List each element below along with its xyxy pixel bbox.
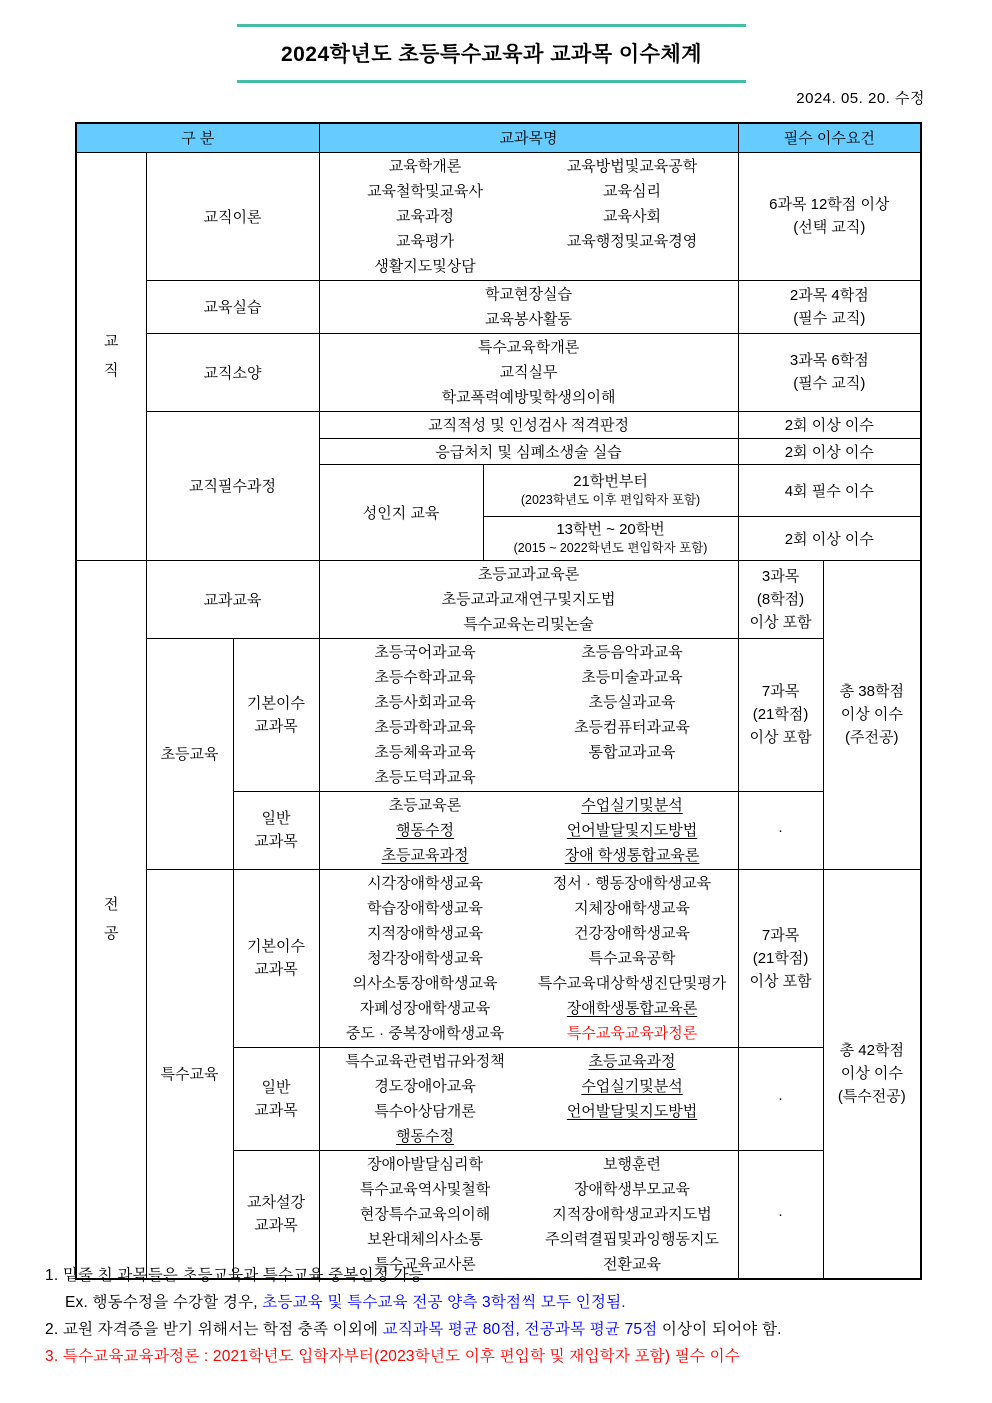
course-item: 초등수학과교육 xyxy=(374,668,476,686)
course-item: 통합교과교육 xyxy=(588,743,676,761)
label-line: 교과목 xyxy=(254,717,298,735)
requirement-line: 3과목 6학점 xyxy=(789,352,869,369)
course-item: 수업실기및분석 xyxy=(581,796,683,814)
course-item: 정서 · 행동장애학생교육 xyxy=(552,874,712,892)
label-line: 교차설강 xyxy=(247,1194,305,1211)
cell-gender-edu-label: 성인지 교육 xyxy=(319,464,483,560)
course-item: 초등체육과교육 xyxy=(374,743,476,761)
cell-elementary-general-req: · xyxy=(738,791,823,869)
course-item: 초등교육과정 xyxy=(381,846,469,864)
cell-gyogwa-courses xyxy=(319,560,738,638)
course-item: 지적장애학생교육 xyxy=(367,924,483,942)
course-item: 지체장애학생교육 xyxy=(574,899,690,917)
row-label-general xyxy=(233,1047,319,1150)
cell-elementary-general-courses xyxy=(319,791,738,869)
course-item: 행동수정 xyxy=(396,821,455,839)
cell-cpr: 응급처치 및 심폐소생술 실습 xyxy=(319,438,738,464)
course-item: 장애 학생통합교육론 xyxy=(564,846,700,864)
requirement-line: 6과목 12학점 이상 xyxy=(769,196,890,213)
label-line: 교과목 xyxy=(254,833,298,850)
row-practice xyxy=(76,280,921,333)
cell-elementary-basic-req xyxy=(738,638,823,791)
course-item: 의사소통장애학생교육 xyxy=(352,974,498,992)
cell-total-major xyxy=(823,560,921,869)
cell-cross-req: · xyxy=(738,1150,823,1279)
total-line: 총 42학점 xyxy=(839,1042,904,1059)
course-item: 학습장애학생교육 xyxy=(367,899,483,917)
row-label-chodeung: 초등교육 xyxy=(146,638,233,869)
footnote-text: 1. 밑줄 친 과목들은 초등교육과 특수교육 중복인정 가능 xyxy=(45,1267,424,1284)
label-line: 교과목 xyxy=(254,961,298,978)
course-item: 자폐성장애학생교육 xyxy=(359,999,491,1017)
row-label-theory: 교직이론 xyxy=(146,152,319,280)
course-item: 교육과정 xyxy=(396,207,455,225)
revision-date: 2024. 05. 20. 수정 xyxy=(796,90,925,107)
requirement-line: 3과목 xyxy=(761,567,800,585)
section-label-char: 교 xyxy=(104,333,119,350)
course-item: 특수교육학개론 xyxy=(477,338,580,356)
cell-practice-courses xyxy=(319,280,738,333)
row-label-teuksu: 특수교육 xyxy=(146,869,233,1279)
footnote-text-blue: 초등교육 및 특수교육 전공 양측 3학점씩 모두 인정됨. xyxy=(262,1294,626,1311)
cell-aptitude: 교직적성 및 인성검사 적격판정 xyxy=(319,411,738,438)
course-item: 교육평가 xyxy=(396,232,455,250)
course-item: 건강장애학생교육 xyxy=(574,924,690,942)
requirement-line: (필수 교직) xyxy=(793,309,866,327)
course-item: 지적장애학생교과지도법 xyxy=(552,1205,712,1223)
label-line: 기본이수 xyxy=(247,694,305,712)
cell-special-general-courses xyxy=(319,1047,738,1150)
requirement-line: 이상 포함 xyxy=(749,729,812,746)
cell-cohort-13-20 xyxy=(483,516,738,560)
row-soyang xyxy=(76,333,921,411)
row-label-basic xyxy=(233,638,319,791)
total-line: (특수전공) xyxy=(837,1088,906,1105)
cell-cpr-req: 2회 이상 이수 xyxy=(738,438,921,464)
row-special-basic xyxy=(76,869,921,1047)
course-item: 초등교육과정 xyxy=(588,1052,676,1070)
course-item: 초등국어과교육 xyxy=(374,643,476,661)
cell-special-general-req: · xyxy=(738,1047,823,1150)
section-label-gyojik xyxy=(76,152,146,560)
requirement-line: 7과목 xyxy=(761,683,800,700)
total-line: 총 38학점 xyxy=(839,683,904,700)
row-label-basic xyxy=(233,869,319,1047)
row-label-pilsu: 교직필수과정 xyxy=(146,411,319,560)
cohort-line: 21학번부터 xyxy=(573,473,648,490)
header-subjects: 교과목명 xyxy=(319,123,738,152)
row-label-soyang: 교직소양 xyxy=(146,333,319,411)
section-label-char: 공 xyxy=(104,925,119,942)
footnote-text: Ex. 행동수정을 수강할 경우, xyxy=(65,1294,263,1311)
cell-special-basic-courses xyxy=(319,869,738,1047)
course-item: 청각장애학생교육 xyxy=(367,949,483,967)
cell-gyogwa-req xyxy=(738,560,823,638)
course-item: 중도 · 중복장애학생교육 xyxy=(345,1024,505,1042)
row-label-practice: 교육실습 xyxy=(146,280,319,333)
course-item: 특수아상담개론 xyxy=(374,1102,476,1120)
course-item: 교육학개론 xyxy=(388,157,462,175)
course-item: 초등미술과교육 xyxy=(581,668,683,686)
course-item: 생활지도및상담 xyxy=(374,257,476,275)
requirement-line: 2과목 4학점 xyxy=(789,286,869,304)
course-item: 수업실기및분석 xyxy=(581,1077,683,1095)
course-item: 특수교육관련법규와정책 xyxy=(345,1052,505,1070)
requirement-line: 이상 포함 xyxy=(749,972,812,990)
course-item: 교육봉사활동 xyxy=(485,310,572,328)
course-item: 특수교육공학 xyxy=(588,949,676,967)
label-line: 교과목 xyxy=(254,1217,298,1234)
curriculum-table xyxy=(75,122,922,1280)
table-header-row xyxy=(76,123,921,152)
cohort-line: 13학번 ~ 20학번 xyxy=(556,521,665,538)
course-item: 초등음악과교육 xyxy=(581,643,683,661)
course-item: 보완대체의사소통 xyxy=(367,1230,483,1248)
course-item: 보행훈련 xyxy=(603,1155,662,1173)
row-gyogwa xyxy=(76,560,921,638)
footnote-text-red: 3. 특수교육교육과정론 : 2021학년도 입학자부터(2023학년도 이후 편입학 및 재입학자 포함) 필수 이수 xyxy=(45,1348,740,1365)
cell-practice-req xyxy=(738,280,921,333)
course-item-required-red: 특수교육교육과정론 xyxy=(566,1024,698,1042)
label-line: 기본이수 xyxy=(247,938,305,955)
course-item: 언어발달및지도방법 xyxy=(566,1102,698,1120)
row-theory xyxy=(76,152,921,280)
cell-aptitude-req: 2회 이상 이수 xyxy=(738,411,921,438)
cell-cohort-21-req: 4회 필수 이수 xyxy=(738,464,921,516)
row-label-gyogwa: 교과교육 xyxy=(146,560,319,638)
course-item: 교직실무 xyxy=(499,363,558,381)
course-item: 교육방법및교육공학 xyxy=(566,157,698,175)
course-item: 초등도덕과교육 xyxy=(374,768,476,786)
course-item: 언어발달및지도방법 xyxy=(566,821,698,839)
course-item: 전환교육 xyxy=(603,1255,662,1273)
cell-elementary-basic-courses xyxy=(319,638,738,791)
total-line: (주전공) xyxy=(845,729,899,746)
section-label-jeongong xyxy=(76,560,146,1279)
course-item: 초등사회과교육 xyxy=(374,693,476,711)
course-item: 특수교육역사및철학 xyxy=(359,1180,491,1198)
requirement-line: (21학점) xyxy=(752,949,809,967)
course-item: 초등교육론 xyxy=(388,796,462,814)
course-item: 교육행정및교육경영 xyxy=(566,232,698,250)
footnote-text: 2. 교원 자격증을 받기 위해서는 학점 충족 이외에 xyxy=(45,1321,383,1338)
label-line: 교과목 xyxy=(254,1101,298,1119)
requirement-line: 이상 포함 xyxy=(749,613,812,631)
course-item: 경도장애아교육 xyxy=(374,1077,476,1095)
requirement-line: (필수 교직) xyxy=(793,375,866,392)
section-label-char: 직 xyxy=(104,362,119,379)
cell-special-basic-req xyxy=(738,869,823,1047)
course-item: 장애학생통합교육론 xyxy=(566,999,698,1017)
requirement-line: (선택 교직) xyxy=(793,219,866,236)
label-line: 일반 xyxy=(261,1078,291,1096)
course-item: 초등교과교육론 xyxy=(477,565,580,583)
header-category: 구 분 xyxy=(76,123,319,152)
cell-total-special xyxy=(823,869,921,1279)
course-item: 특수교육교사론 xyxy=(374,1255,476,1273)
course-item: 초등실과교육 xyxy=(588,693,676,711)
course-item: 초등과학과교육 xyxy=(374,718,476,736)
total-line: 이상 이수 xyxy=(840,706,903,723)
total-line: 이상 이수 xyxy=(840,1065,903,1082)
section-label-char: 전 xyxy=(104,896,119,913)
cell-soyang-req xyxy=(738,333,921,411)
requirement-line: (8학점) xyxy=(756,590,805,608)
course-item: 학교폭력예방및학생의이해 xyxy=(441,388,616,406)
cell-cohort-13-20-req: 2회 이상 이수 xyxy=(738,516,921,560)
footnote-2 xyxy=(45,1316,955,1343)
cell-cohort-21 xyxy=(483,464,738,516)
row-elementary-basic xyxy=(76,638,921,791)
cell-soyang-courses xyxy=(319,333,738,411)
course-item: 교육철학및교육사 xyxy=(367,182,483,200)
course-item: 주의력결핍및과잉행동지도 xyxy=(545,1230,719,1248)
requirement-line: (21학점) xyxy=(752,706,809,723)
footnote-1-example xyxy=(45,1289,955,1316)
requirement-line: 7과목 xyxy=(761,926,800,944)
cohort-subline: (2015 ~ 2022학년도 편입학자 포함) xyxy=(513,541,708,555)
course-item: 현장특수교육의이해 xyxy=(359,1205,491,1223)
footnote-text-blue: 교직과목 평균 80점, 전공과목 평균 75점 xyxy=(382,1321,658,1338)
course-item: 초등컴퓨터과교육 xyxy=(574,718,690,736)
course-item: 행동수정 xyxy=(396,1127,455,1145)
course-item: 특수교육논리및논술 xyxy=(463,615,594,633)
footnote-1 xyxy=(45,1262,955,1289)
course-item: 시각장애학생교육 xyxy=(367,874,483,892)
course-item: 특수교육대상학생진단및평가 xyxy=(537,974,727,992)
course-item: 학교현장실습 xyxy=(485,285,572,303)
page-title: 2024학년도 초등특수교육과 교과목 이수체계 xyxy=(280,43,703,66)
row-aptitude xyxy=(76,411,921,438)
cell-cross-courses xyxy=(319,1150,738,1279)
course-item: 교육심리 xyxy=(603,182,662,200)
course-item: 교육사회 xyxy=(603,207,662,225)
document-title-box xyxy=(237,24,746,83)
footnote-3 xyxy=(45,1343,955,1370)
footnote-text: 이상이 되어야 함. xyxy=(657,1321,782,1338)
course-item: 장애학생부모교육 xyxy=(574,1180,690,1198)
cell-theory-req xyxy=(738,152,921,280)
cohort-subline: (2023학년도 이후 편입학자 포함) xyxy=(520,493,701,507)
course-item: 장애아발달심리학 xyxy=(367,1155,483,1173)
row-label-cross xyxy=(233,1150,319,1279)
row-label-general xyxy=(233,791,319,869)
course-item: 초등교과교재연구및지도법 xyxy=(441,590,616,608)
header-requirement: 필수 이수요건 xyxy=(738,123,921,152)
footnotes xyxy=(45,1262,955,1370)
label-line: 일반 xyxy=(261,810,291,827)
cell-theory-courses xyxy=(319,152,738,280)
